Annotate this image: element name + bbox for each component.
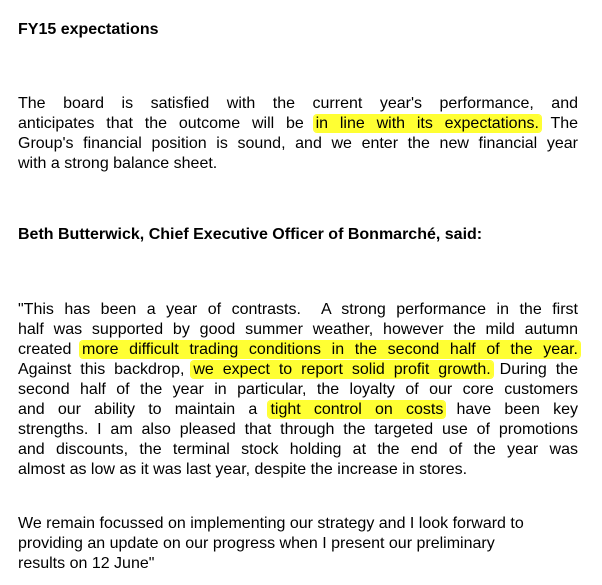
paragraph-line: almost as low as it was last year, despite the increase in stores. bbox=[18, 461, 468, 478]
paragraph-line: The board is satisfied with the current year's performance, and bbox=[18, 95, 578, 112]
paragraph-line: strengths. I am also pleased that through the targeted use of promotions bbox=[18, 421, 578, 438]
highlight: more difficult trading conditions in the second half of the year. bbox=[82, 341, 578, 358]
paragraph-line: We remain focussed on implementing our strategy and I look forward to bbox=[18, 515, 524, 532]
paragraph-line: anticipates that the outcome will be in line with its expectations. The bbox=[18, 115, 579, 132]
paragraph-line: second half of the year in particular, the loyalty of our core customers bbox=[18, 381, 578, 398]
paragraph-line: and our ability to maintain a tight control on costs have been key bbox=[18, 401, 579, 418]
paragraph-line: results on 12 June" bbox=[18, 555, 155, 572]
paragraph-line: Against this backdrop, we expect to report solid profit growth. During the bbox=[18, 361, 578, 378]
paragraph-line: "This has been a year of contrasts. A strong performance in the first bbox=[18, 301, 578, 318]
highlight: we expect to report solid profit growth. bbox=[193, 361, 491, 378]
paragraph-line: and discounts, the terminal stock holding at the end of the year was bbox=[18, 441, 578, 458]
section-heading-fy15: FY15 expectations bbox=[18, 21, 159, 38]
paragraph-line: Group's financial position is sound, and we enter the new financial year bbox=[18, 135, 578, 152]
section-heading-ceo-quote: Beth Butterwick, Chief Executive Officer of Bonmarché, said: bbox=[18, 226, 483, 243]
highlight: tight control on costs bbox=[270, 401, 444, 418]
paragraph-line: created more difficult trading conditions in the second half of the year. bbox=[18, 341, 578, 358]
paragraph-ceo-closing bbox=[18, 514, 578, 574]
paragraph-ceo-quote bbox=[18, 300, 578, 480]
highlight: in line with its expectations. bbox=[315, 115, 539, 132]
paragraph-line: half was supported by good summer weather, however the mild autumn bbox=[18, 321, 578, 338]
paragraph-fy15 bbox=[18, 94, 578, 174]
paragraph-line: with a strong balance sheet. bbox=[18, 155, 218, 172]
paragraph-line: providing an update on our progress when I present our preliminary bbox=[18, 535, 495, 552]
